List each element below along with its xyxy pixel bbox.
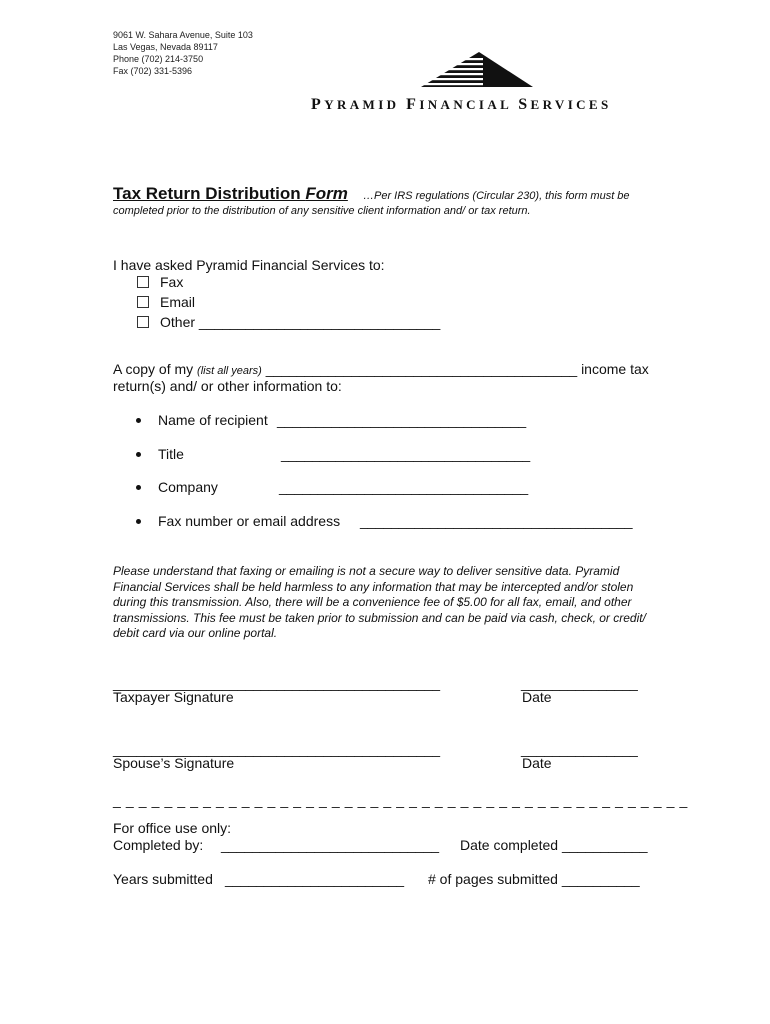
bullet-icon bbox=[136, 452, 141, 457]
recipient-contact-label: Fax number or email address bbox=[158, 513, 341, 529]
recipient-title-row bbox=[136, 446, 184, 462]
option-fax-label: Fax bbox=[160, 274, 184, 290]
years-submitted-label: Years submitted bbox=[113, 871, 213, 887]
option-fax[interactable] bbox=[136, 274, 183, 290]
taxpayer-date-line[interactable]: _______________ bbox=[521, 675, 638, 691]
recipient-company-row bbox=[136, 479, 218, 495]
address-line-2: Las Vegas, Nevada 89117 bbox=[113, 42, 218, 52]
recipient-name-row bbox=[136, 412, 268, 428]
taxpayer-date-label: Date bbox=[522, 689, 552, 705]
years-submitted-field[interactable]: _______________________ bbox=[225, 871, 405, 887]
form-title: Tax Return Distribution Form bbox=[113, 184, 348, 203]
recipient-contact-row bbox=[136, 513, 340, 529]
checkbox-other[interactable] bbox=[137, 316, 149, 328]
irs-note-line-1: …Per IRS regulations (Circular 230), this form must be bbox=[363, 190, 630, 202]
bullet-icon bbox=[136, 485, 141, 490]
office-use-heading: For office use only: bbox=[113, 820, 232, 836]
date-completed-field[interactable]: Date completed ___________ bbox=[460, 837, 648, 853]
spouse-date-label: Date bbox=[522, 755, 552, 771]
spouse-signature-line[interactable]: __________________________________________ bbox=[113, 741, 441, 757]
fax-number: Fax (702) 331-5396 bbox=[113, 66, 193, 76]
recipient-title-label: Title bbox=[158, 446, 184, 462]
asked-intro: I have asked Pyramid Financial Services to: bbox=[113, 257, 385, 273]
option-other-label: Other _______________________________ bbox=[160, 314, 441, 330]
taxpayer-signature-label: Taxpayer Signature bbox=[113, 689, 234, 705]
bullet-icon bbox=[136, 418, 141, 423]
bullet-icon bbox=[136, 519, 141, 524]
recipient-contact-field[interactable]: ___________________________________ bbox=[360, 513, 633, 529]
option-email-label: Email bbox=[160, 294, 196, 310]
checkbox-email[interactable] bbox=[137, 296, 149, 308]
copy-line-1: A copy of my (list all years) ________________________________________ income tax bbox=[113, 361, 649, 377]
phone-number: Phone (702) 214-3750 bbox=[113, 54, 204, 64]
office-separator: _ _ _ _ _ _ _ _ _ _ _ _ _ _ _ _ _ _ _ _ _ _ _ _ _ _ _ _ _ _ _ _ _ _ _ _ _ _ _ _ _ _ _ _ _ bbox=[113, 792, 688, 808]
address-line-1: 9061 W. Sahara Avenue, Suite 103 bbox=[113, 30, 253, 40]
recipient-title-field[interactable]: ________________________________ bbox=[281, 446, 531, 462]
completed-by-field[interactable]: ____________________________ bbox=[221, 837, 440, 853]
pyramid-logo-icon bbox=[421, 52, 533, 93]
disclaimer-text: Please understand that faxing or emailing is not a secure way to deliver sensitive data. Pyramid Financial Services shall be held harmless to any information that may be intercepted and/or stolen during this transmission. Also, there will be a convenience fee of $5.00 for all fax, email, and other transmissions. This fee must be taken prior to submission and can be paid via cash, check, or credit/ debit card via our online portal. bbox=[113, 564, 646, 640]
pages-submitted-field[interactable]: # of pages submitted __________ bbox=[428, 871, 640, 887]
taxpayer-signature-line[interactable]: __________________________________________ bbox=[113, 675, 441, 691]
option-other[interactable] bbox=[136, 314, 440, 330]
recipient-company-field[interactable]: ________________________________ bbox=[279, 479, 529, 495]
recipient-name-field[interactable]: ________________________________ bbox=[277, 412, 527, 428]
checkbox-fax[interactable] bbox=[137, 276, 149, 288]
copy-line-2: return(s) and/ or other information to: bbox=[113, 378, 342, 394]
spouse-signature-label: Spouse’s Signature bbox=[113, 755, 235, 771]
spouse-date-line[interactable]: _______________ bbox=[521, 741, 638, 757]
completed-by-label: Completed by: bbox=[113, 837, 204, 853]
company-name: PYRAMID FINANCIAL SERVICES bbox=[311, 96, 612, 113]
recipient-company-label: Company bbox=[158, 479, 218, 495]
option-email[interactable] bbox=[136, 294, 195, 310]
recipient-name-label: Name of recipient bbox=[158, 412, 268, 428]
irs-note-line-2: completed prior to the distribution of any sensitive client information and/ or tax return. bbox=[113, 205, 531, 217]
